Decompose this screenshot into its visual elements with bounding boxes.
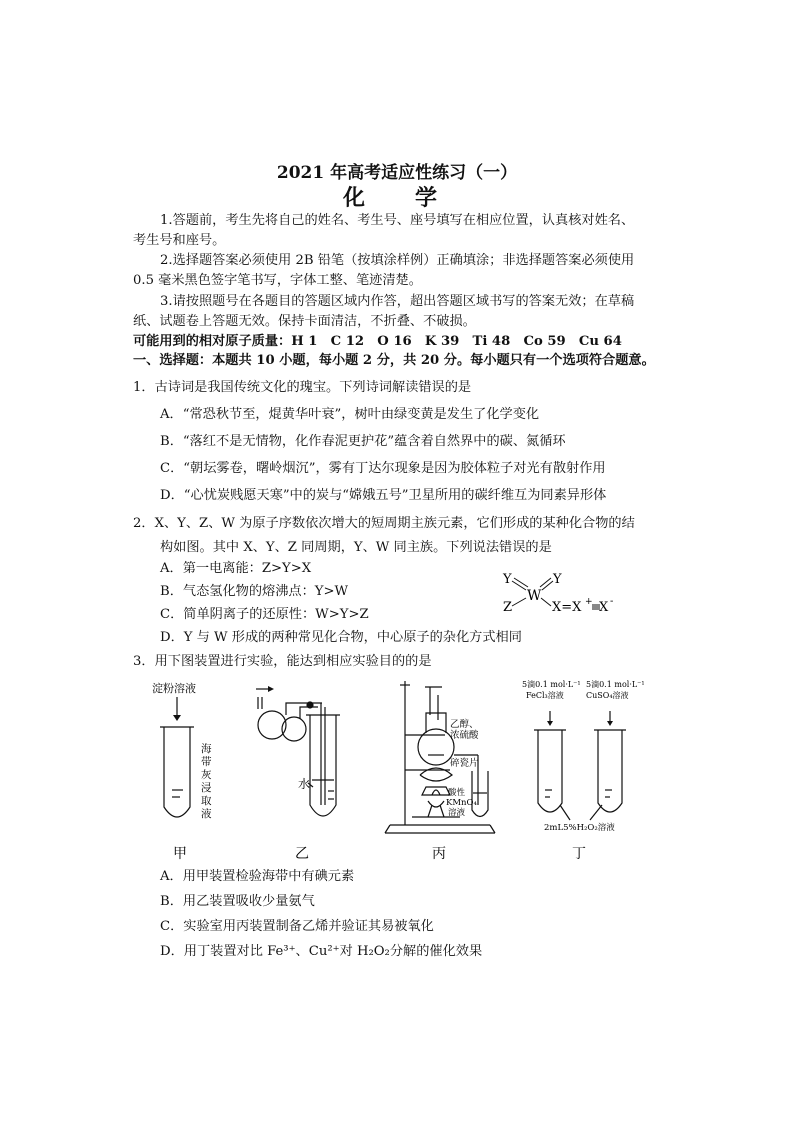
exam-title: 2021 年高考适应性练习（一） [276,163,518,183]
instruction-line: 3.请按照题号在各题目的答题区域内作答，超出答题区域书写的答案无效；在草稿 [160,294,635,309]
structure-atom-y: Y [553,572,562,587]
q1-stem: 1．古诗词是我国传统文化的瑰宝。下列诗词解读错误的是 [133,380,472,395]
label-kelp-char: 海 [201,743,212,755]
q3-stem: 3．用下图装置进行实验，能达到相应实验目的的是 [133,654,432,669]
label-kelp-char: 浸 [201,782,212,794]
label-kelp-char: 灰 [201,769,212,781]
q3-option-d: D．用丁装置对比 Fe³⁺、Cu²⁺对 H₂O₂分解的催化效果 [160,944,483,959]
structure-atom-w: W [527,588,542,604]
q1-option-c: C．“朝坛雾卷，曙岭烟沉”，雾有丁达尔现象是因为胶体粒子对光有散射作用 [160,461,606,476]
structure-atom-x-end: X [599,600,609,615]
label-porcelain: 碎瓷片 [450,758,479,769]
label-kelp-char: 带 [201,756,212,768]
caption-bing: 丙 [432,846,446,862]
caption-jia: 甲 [173,846,187,862]
instruction-line: 纸、试题卷上答题无效。保持卡面清洁，不折叠、不破损。 [133,314,476,329]
label-h2o2: 2mL5%H₂O₂溶液 [544,823,615,833]
structure-charge-plus: + [585,597,593,607]
q1-option-a: A．“常恐秋节至，焜黄华叶衰”，树叶由绿变黄是发生了化学变化 [160,407,540,422]
label-cuso4: CuSO₄溶液 [586,691,629,700]
q1-option-b: B．“落红不是无情物，化作春泥更护花”蕴含着自然界中的碳、氮循环 [160,434,566,449]
label-kelp-char: 取 [201,795,212,807]
label-kelp-char: 液 [201,808,212,820]
label-ethanol: 乙醇、 [450,719,479,730]
label-fecl3: FeCl₃溶液 [526,691,564,700]
apparatus-ding [534,711,626,820]
q3-option-c: C．实验室用丙装置制备乙烯并验证其易被氧化 [160,919,434,934]
apparatus-bing [385,681,495,833]
q2-option-c: C．简单阴离子的还原性：W>Y>Z [160,607,369,622]
caption-ding: 丁 [572,846,586,862]
instruction-line: 0.5 毫米黑色签字笔书写，字体工整、笔迹清楚。 [133,273,422,288]
label-solution: 溶液 [448,808,466,818]
q2-stem-line1: 2．X、Y、Z、W 为原子序数依次增大的短周期主族元素，它们形成的某种化合物的结 [133,516,635,531]
instruction-line: 考生号和座号。 [133,233,226,248]
section-title: 一、选择题：本题共 10 小题，每小题 2 分，共 20 分。每小题只有一个选项符合题意。 [133,353,655,368]
label-kmno4: KMnO₄ [446,798,477,808]
label-cuso4-conc: 5滴0.1 mol·L⁻¹ [586,680,645,689]
structure-atom-z: Z [503,600,513,615]
apparatus-jia [160,697,194,817]
label-water: 水 [298,777,311,791]
instruction-line: 1.答题前，考生先将自己的姓名、考生号、座号填写在相应位置，认真核对姓名、 [160,213,635,228]
q2-structure-figure [495,568,635,620]
q2-option-b: B．气态氢化物的熔沸点：Y>W [160,584,349,599]
structure-x-chain: X=X [552,600,582,615]
label-acidic: 酸性 [448,788,466,798]
q3-option-b: B．用乙装置吸收少量氨气 [160,894,315,909]
label-fecl3-conc: 5滴0.1 mol·L⁻¹ [522,680,581,689]
label-starch-solution: 淀粉溶液 [152,682,196,695]
structure-charge-minus: - [610,596,614,607]
apparatus-yi [256,686,340,816]
q3-apparatus-figure [150,675,670,865]
structure-atom-y: Y [503,572,512,587]
q3-option-a: A．用甲装置检验海带中有碘元素 [160,869,355,884]
q2-option-a: A．第一电离能：Z>Y>X [160,561,312,576]
caption-yi: 乙 [295,846,309,862]
instruction-line: 2.选择题答案必须使用 2B 铅笔（按填涂样例）正确填涂；非选择题答案必须使用 [160,253,635,268]
label-conc-sulfuric: 浓硫酸 [450,730,479,741]
q2-stem-line2: 构如图。其中 X、Y、Z 同周期，Y、W 同主族。下列说法错误的是 [160,540,552,555]
q2-option-d: D．Y 与 W 形成的两种常见化合物，中心原子的杂化方式相同 [160,630,522,645]
q1-option-d: D．“心忧炭贱愿天寒”中的炭与“嫦娥五号”卫星所用的碳纤维互为同素异形体 [160,488,607,503]
exam-subject: 化 学 [342,185,451,211]
atomic-mass-line: 可能用到的相对原子质量：H 1 C 12 O 16 K 39 Ti 48 Co 59 Cu 64 [133,334,622,349]
